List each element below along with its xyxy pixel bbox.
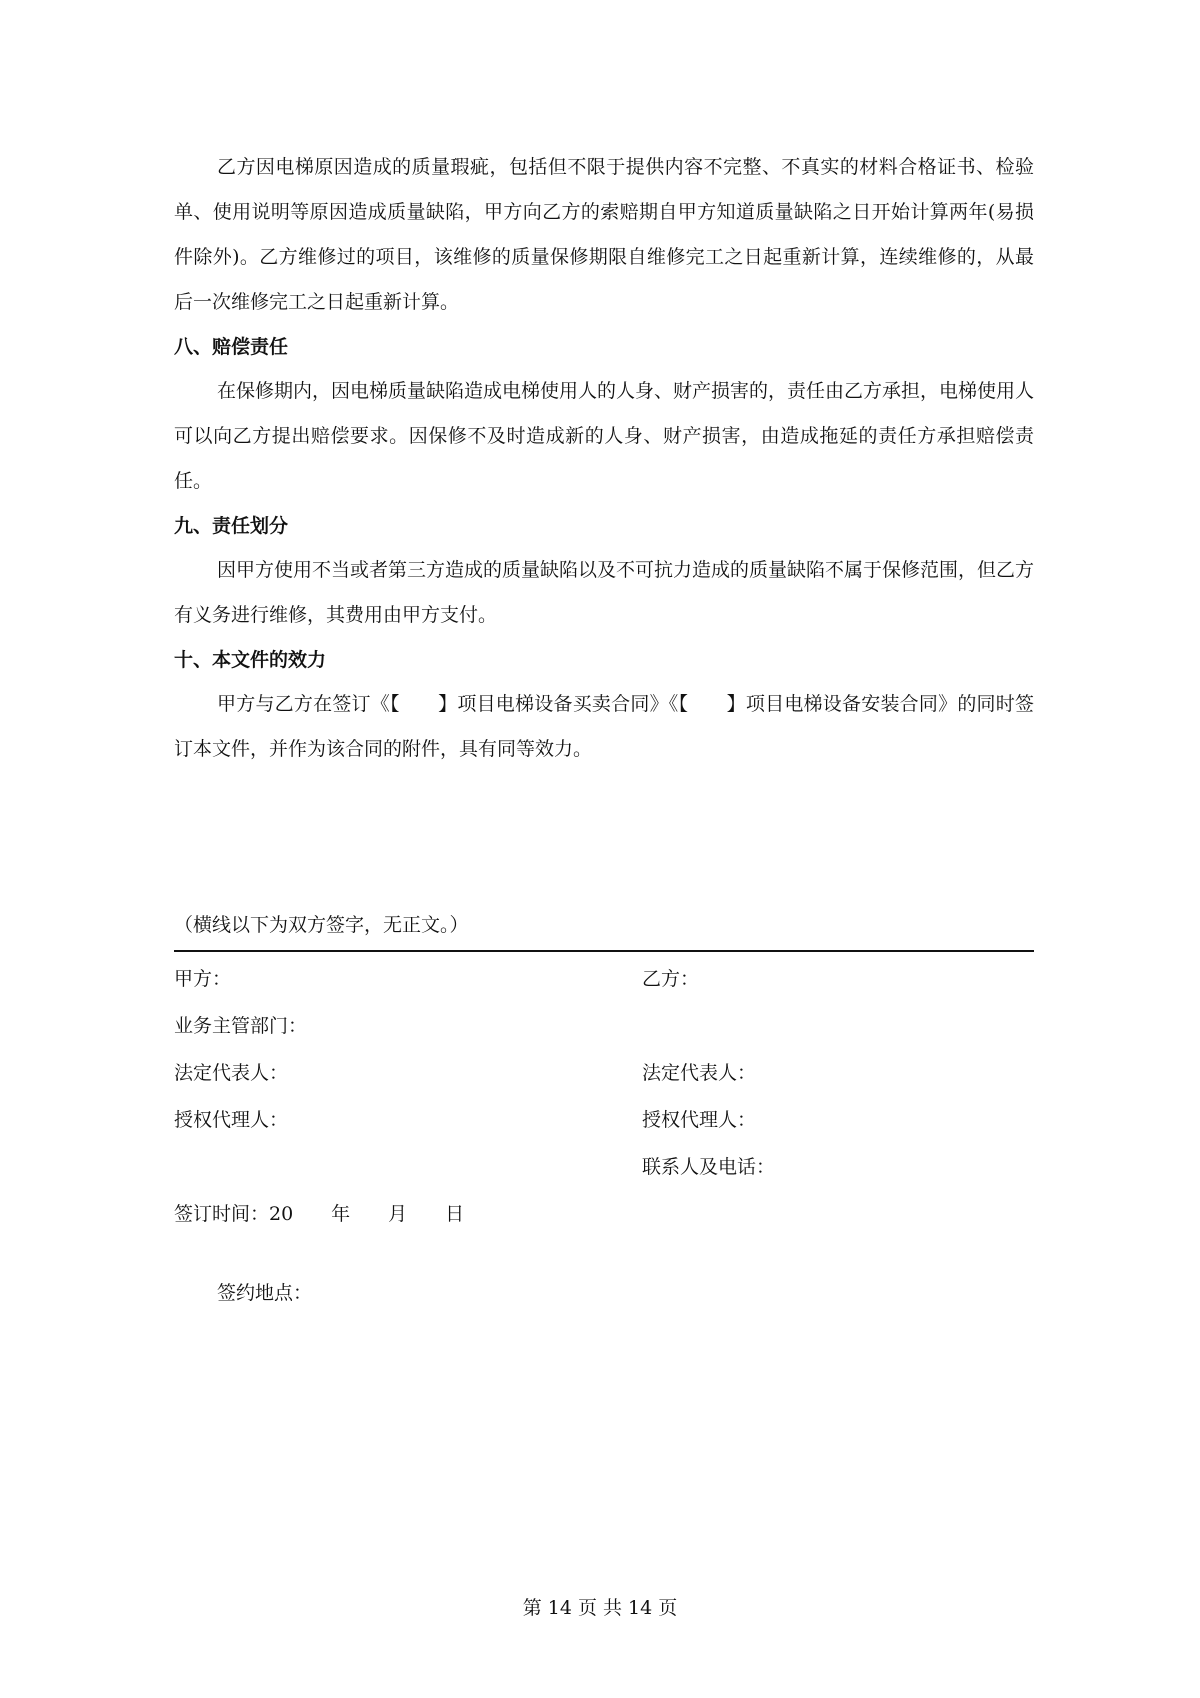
signing-place-label: 签约地点： [217,1282,313,1304]
quality-defect-paragraph: 乙方因电梯原因造成的质量瑕疵，包括但不限于提供内容不完整、不真实的材料合格证书、检验单、使用说明等原因造成质量缺陷，甲方向乙方的索赔期自甲方知道质量缺陷之日开始计算两年(易损件除外)。乙方维修过的项目，该维修的质量保修期限自维修完工之日起重新计算，连续维修的，从最后一次维修完工之日起重新计算。 [174,156,1034,313]
party-b-legal-rep-label: 法定代表人： [642,1062,757,1084]
party-a-legal-rep-label: 法定代表人： [174,1062,289,1084]
signature-note: （横线以下为双方签字，无正文。） [174,914,469,936]
department-label: 业务主管部门： [174,1015,308,1037]
party-b-agent-label: 授权代理人： [642,1109,757,1131]
signature-divider-line [174,950,1034,952]
section-9-paragraph: 因甲方使用不当或者第三方造成的质量缺陷以及不可抗力造成的质量缺陷不属于保修范围，但乙方有义务进行维修，其费用由甲方支付。 [174,559,1035,626]
section-8-heading: 八、赔偿责任 [174,336,289,358]
party-b-contact-label: 联系人及电话： [642,1156,776,1178]
party-a-label: 甲方： [174,968,232,990]
section-10-paragraph: 甲方与乙方在签订《【 】项目电梯设备买卖合同》《【 】项目电梯设备安装合同》的同时签订本文件，并作为该合同的附件，具有同等效力。 [174,693,1034,760]
party-b-label: 乙方： [642,968,700,990]
section-9-heading: 九、责任划分 [174,515,289,537]
party-a-agent-label: 授权代理人： [174,1109,289,1131]
contract-body [174,145,1034,772]
section-10-heading: 十、本文件的效力 [174,649,327,671]
signing-date-label: 签订时间：20 年 月 日 [174,1203,465,1225]
page-number-footer: 第 14 页 共 14 页 [522,1597,678,1619]
section-8-paragraph: 在保修期内，因电梯质量缺陷造成电梯使用人的人身、财产损害的，责任由乙方承担，电梯使用人可以向乙方提出赔偿要求。因保修不及时造成新的人身、财产损害，由造成拖延的责任方承担赔偿责任。 [174,380,1035,492]
